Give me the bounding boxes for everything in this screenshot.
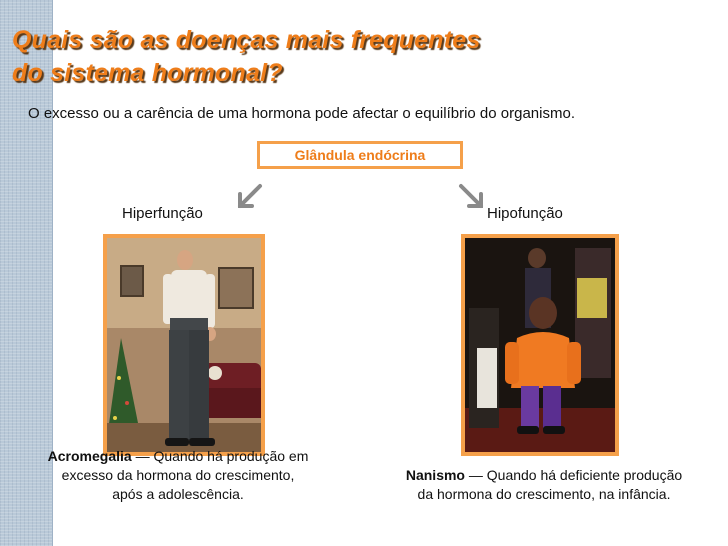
dwarfism-term: Nanismo bbox=[405, 467, 465, 483]
acromegaly-term: Acromegalia bbox=[47, 448, 132, 464]
dwarfism-caption-line-1: — Quando há deficiente produção bbox=[464, 467, 683, 483]
hypofunction-label: Hipofunção bbox=[487, 205, 563, 222]
arrow-right-icon bbox=[461, 186, 481, 206]
endocrine-gland-label: Glândula endócrina bbox=[294, 147, 426, 163]
dwarfism-caption bbox=[380, 466, 708, 504]
title-line-1: Quais são as doenças mais frequentes bbox=[12, 26, 481, 54]
acromegaly-illustration bbox=[107, 238, 261, 452]
acromegaly-photo bbox=[103, 234, 265, 456]
title-line-2: do sistema hormonal? bbox=[12, 59, 283, 87]
acromegaly-caption-line-2: excesso da hormona do crescimento, bbox=[61, 467, 295, 483]
acromegaly-caption-line-3: após a adolescência. bbox=[112, 486, 244, 502]
acromegaly-caption-line-1: — Quando há produção em bbox=[131, 448, 309, 464]
page-title bbox=[12, 24, 481, 90]
arrow-left-icon bbox=[240, 186, 260, 206]
hyperfunction-label: Hiperfunção bbox=[122, 205, 203, 222]
acromegaly-caption bbox=[28, 447, 328, 504]
dwarfism-illustration bbox=[465, 238, 615, 452]
dwarfism-caption-line-2: da hormona do crescimento, na infância. bbox=[417, 486, 671, 502]
intro-text: O excesso ou a carência de uma hormona pode afectar o equilíbrio do organismo. bbox=[28, 105, 575, 122]
endocrine-gland-box bbox=[257, 141, 463, 169]
dwarfism-photo bbox=[461, 234, 619, 456]
